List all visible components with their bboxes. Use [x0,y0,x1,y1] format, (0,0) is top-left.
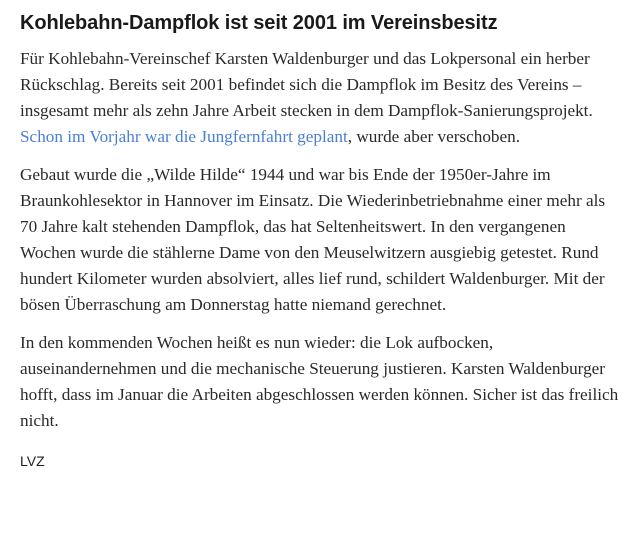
paragraph-1-text-after-link: , wurde aber verschoben. [347,127,521,146]
jungfernfahrt-link[interactable]: Schon im Vorjahr war die Jungfernfahrt geplant [20,127,348,146]
article-paragraph-2: Gebaut wurde die „Wilde Hilde“ 1944 und war bis Ende der 1950er-Jahre im Braunkohlesektor in Hannover im Einsatz. Die Wiederinbetriebnahme einer mehr als 70 Jahre kalt stehenden Dampflok, das hat Seltenheitswert. In den vergangenen Wochen wurde die stählerne Dame von den Meuselwitzern ausgiebig getestet. Rund hundert Kilometer wurden absolviert, alles lief rund, schildert Waldenburger. Mit der bösen Überraschung am Donnerstag hatte niemand gerechnet. [20,165,606,314]
article-paragraph-3: In den kommenden Wochen heißt es nun wieder: die Lok aufbocken, auseinandernehmen und die mechanische Steuerung justieren. Karsten Waldenburger hofft, dass im Januar die Arbeiten abgeschlossen werden können. Sicher ist das freilich nicht. [20,333,619,430]
article-headline: Kohlebahn-Dampflok ist seit 2001 im Vereinsbesitz [20,12,498,34]
paragraph-1-text-before-link: Für Kohlebahn-Vereinschef Karsten Waldenburger und das Lokpersonal ein herber Rückschlag. Bereits seit 2001 befindet sich die Dampflok im Besitz des Vereins – insgesamt mehr als zehn Jahre Arbeit stecken in dem Dampflok-Sanierungsprojekt. [20,49,593,120]
article-paragraph-1 [20,46,620,150]
article [20,10,620,470]
article-source: LVZ [20,453,45,469]
